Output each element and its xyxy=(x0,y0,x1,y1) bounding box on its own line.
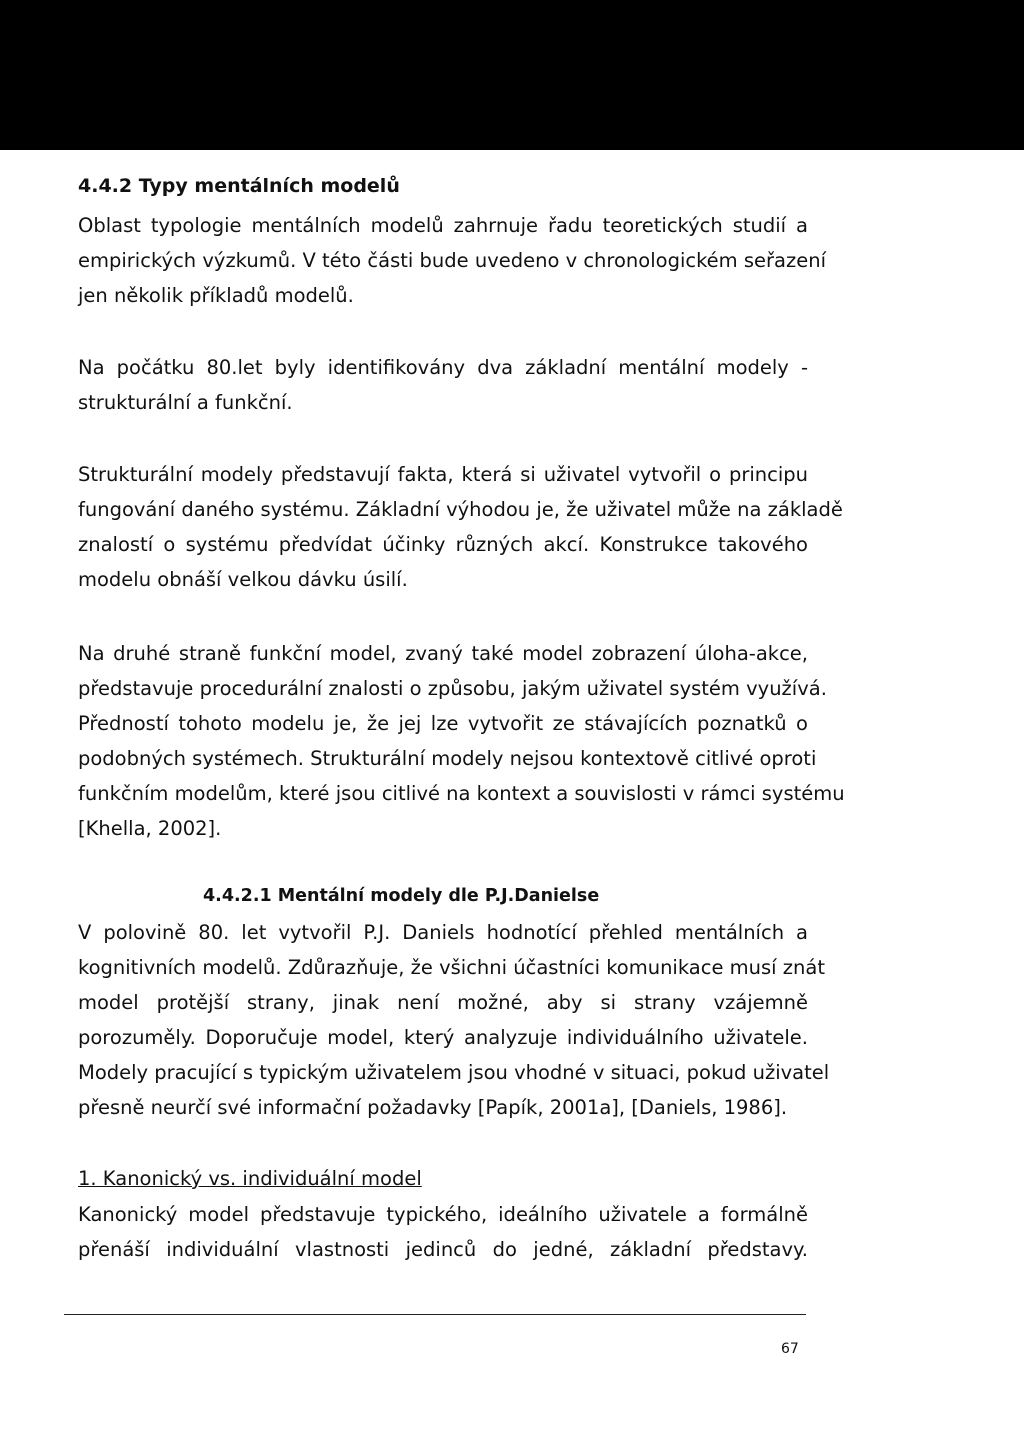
paragraph-line: představuje procedurální znalosti o způsobu, jakým uživatel systém využívá. xyxy=(78,677,827,700)
paragraph-line: porozuměly. Doporučuje model, který analyzuje individuálního uživatele. xyxy=(78,1026,808,1049)
paragraph-line: model protější strany, jinak není možné, aby si strany vzájemně xyxy=(78,991,808,1014)
paragraph-line: přesně neurčí své informační požadavky [Papík, 2001a], [Daniels, 1986]. xyxy=(78,1096,788,1119)
page-number: 67 xyxy=(781,1341,799,1357)
paragraph-line: strukturální a funkční. xyxy=(78,391,293,414)
scan-top-band xyxy=(0,0,1024,150)
paragraph-line: [Khella, 2002]. xyxy=(78,817,222,840)
paragraph-line: Kanonický model představuje typického, ideálního uživatele a formálně xyxy=(78,1203,808,1226)
paragraph-line: V polovině 80. let vytvořil P.J. Daniels hodnotící přehled mentálních a xyxy=(78,921,808,944)
paragraph-line: znalostí o systému předvídat účinky různých akcí. Konstrukce takového xyxy=(78,533,808,556)
paragraph-line: Na počátku 80.let byly identifikovány dva základní mentální modely - xyxy=(78,356,808,379)
paragraph-line: Modely pracující s typickým uživatelem jsou vhodné v situaci, pokud uživatel xyxy=(78,1061,830,1084)
paragraph-line: Na druhé straně funkční model, zvaný také model zobrazení úloha-akce, xyxy=(78,642,808,665)
paragraph-line: empirických výzkumů. V této části bude uvedeno v chronologickém seřazení xyxy=(78,249,827,272)
subsection-heading: 4.4.2.1 Mentální modely dle P.J.Danielse xyxy=(203,886,600,906)
paragraph-line: fungování daného systému. Základní výhodou je, že uživatel může na základě xyxy=(78,498,843,521)
footer-rule xyxy=(64,1314,806,1315)
section-heading: 4.4.2 Typy mentálních modelů xyxy=(78,175,400,197)
paragraph-line: kognitivních modelů. Zdůrazňuje, že všichni účastníci komunikace musí znát xyxy=(78,956,825,979)
paragraph-line: přenáší individuální vlastnosti jedinců do jedné, základní představy. xyxy=(78,1238,808,1261)
paragraph-line: jen několik příkladů modelů. xyxy=(78,284,354,307)
paragraph-line: Strukturální modely představují fakta, která si uživatel vytvořil o principu xyxy=(78,463,808,486)
paragraph-line: Předností tohoto modelu je, že jej lze vytvořit ze stávajících poznatků o xyxy=(78,712,808,735)
item-heading: 1. Kanonický vs. individuální model xyxy=(78,1167,422,1190)
paragraph-line: Oblast typologie mentálních modelů zahrnuje řadu teoretických studií a xyxy=(78,214,808,237)
paragraph-line: funkčním modelům, které jsou citlivé na kontext a souvislosti v rámci systému xyxy=(78,782,845,805)
paragraph-line: modelu obnáší velkou dávku úsilí. xyxy=(78,568,408,591)
paragraph-line: podobných systémech. Strukturální modely nejsou kontextově citlivé oproti xyxy=(78,747,817,770)
